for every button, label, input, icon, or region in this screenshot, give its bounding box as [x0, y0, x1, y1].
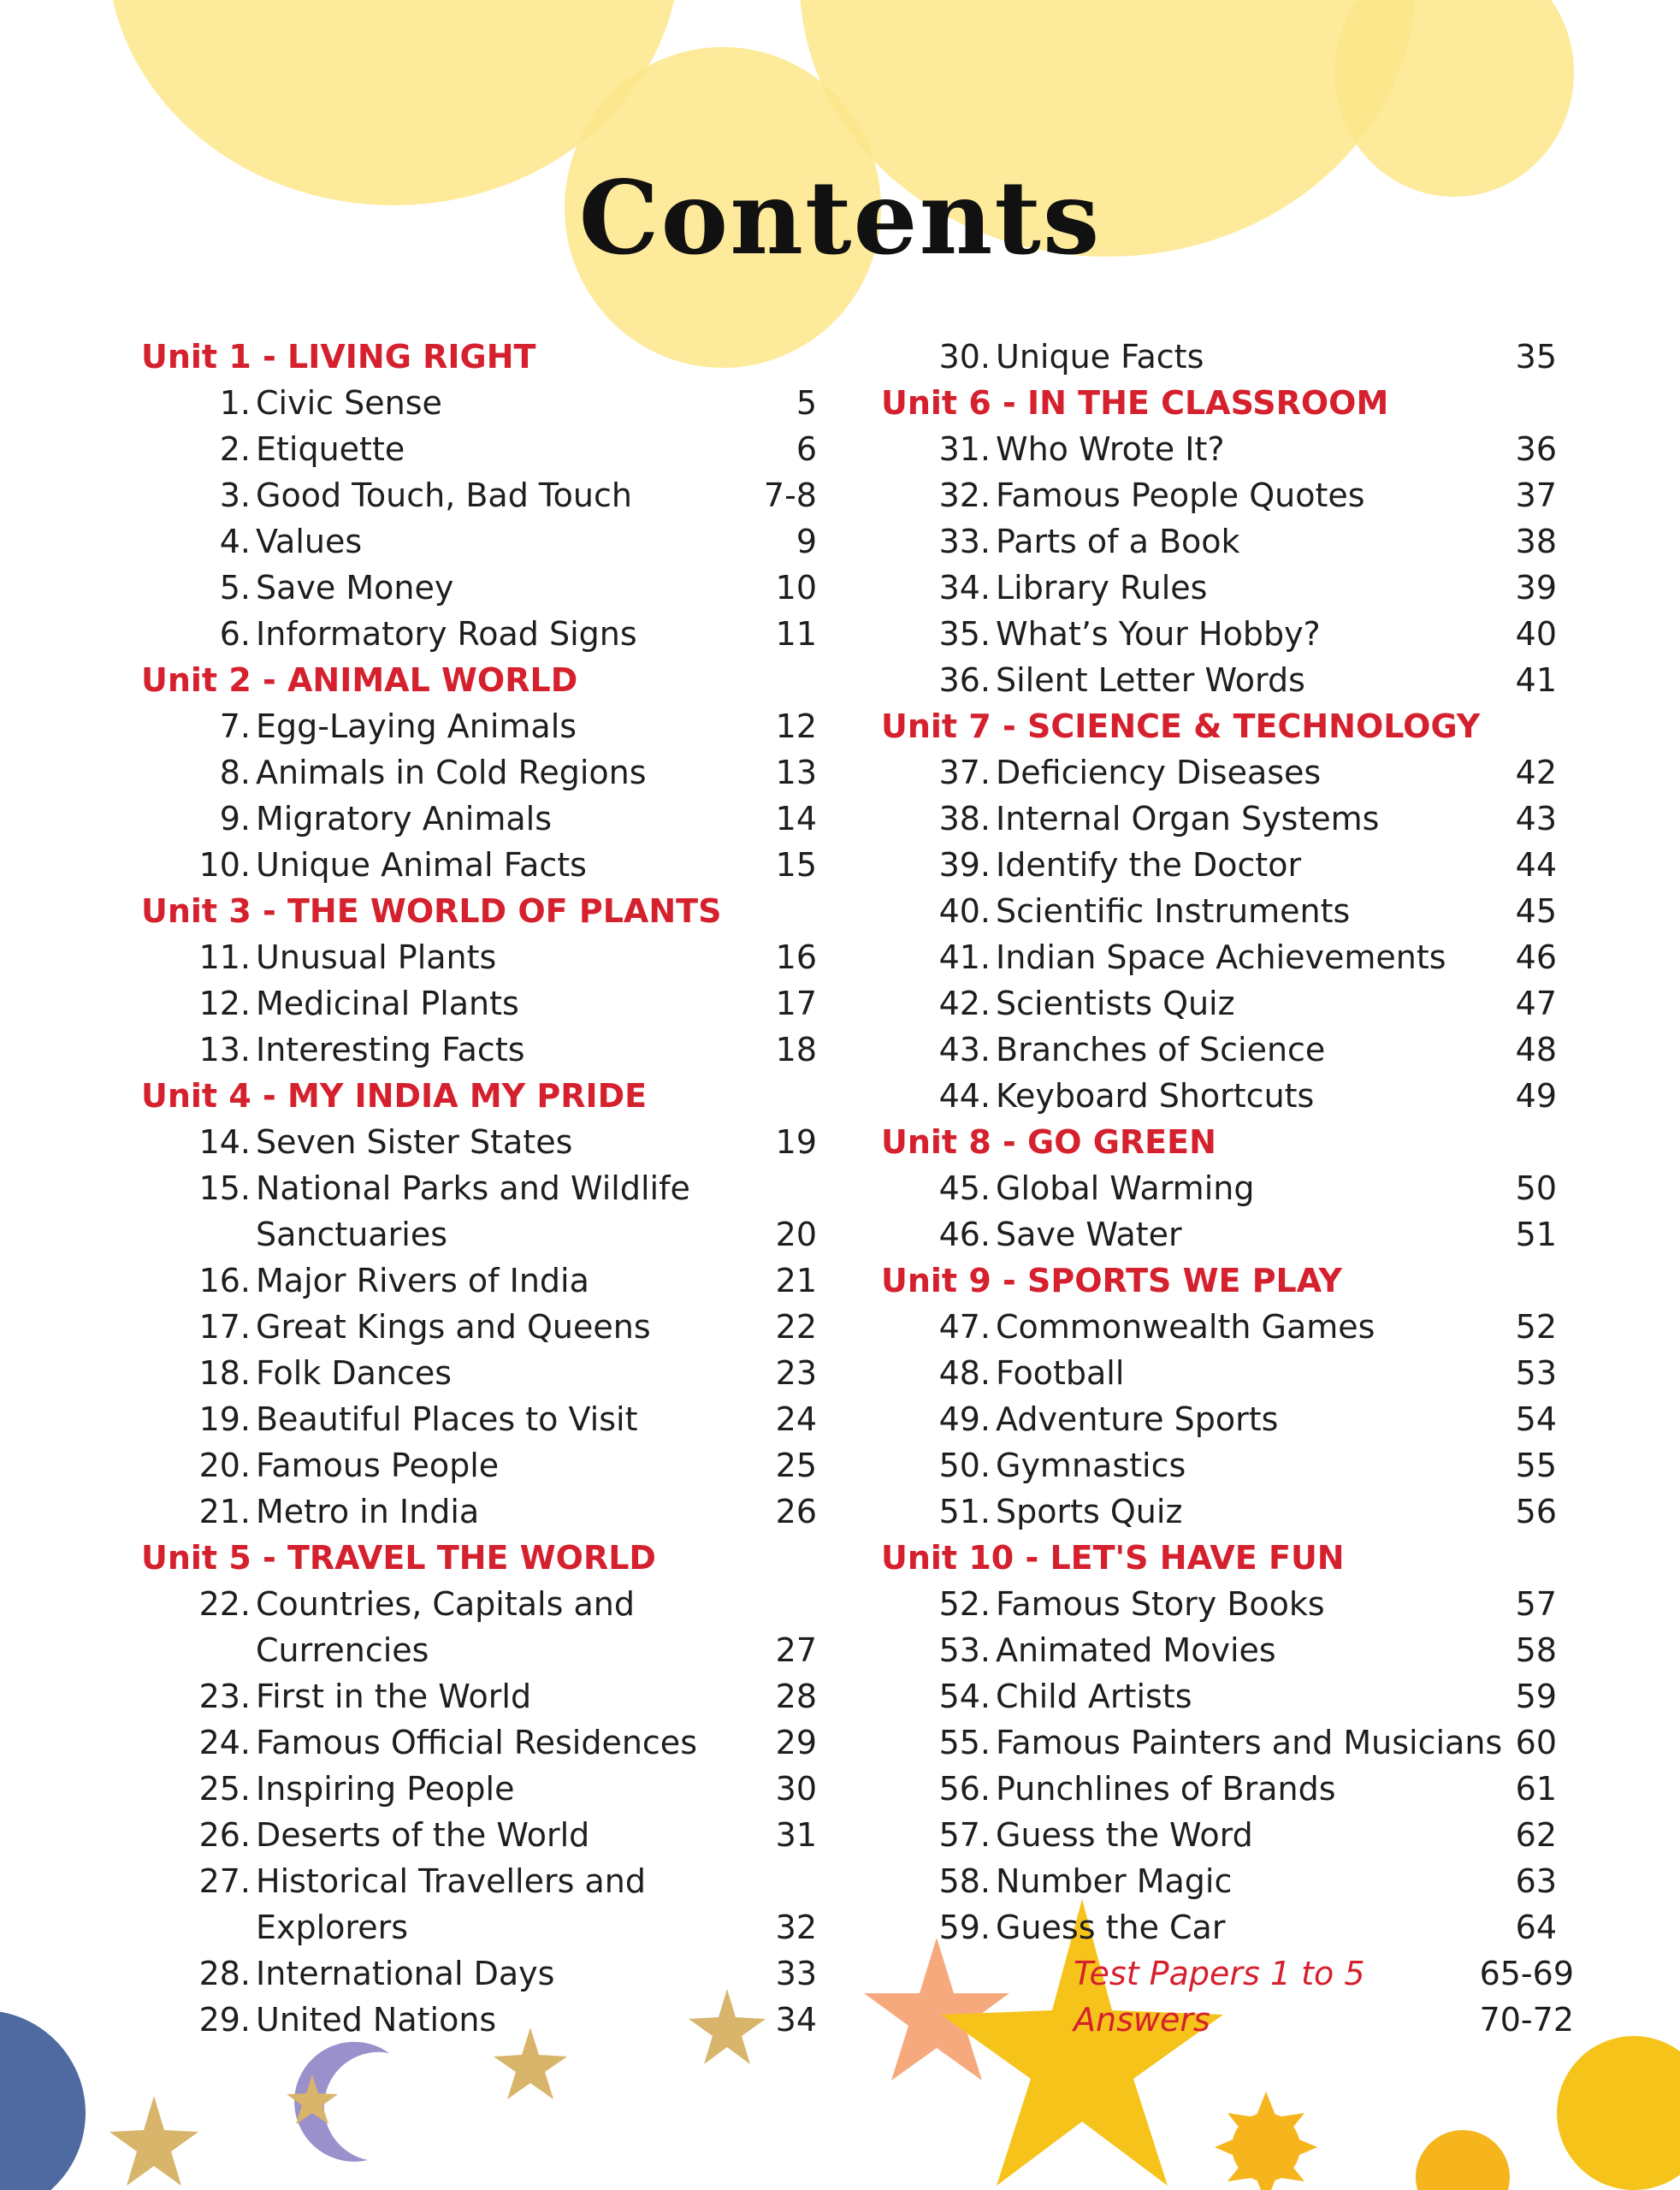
entry-page: 40: [1515, 615, 1557, 653]
entry-number: 40.: [938, 892, 991, 930]
entry-number: 29.: [198, 2001, 251, 2039]
toc-entry: [141, 1997, 817, 2043]
entry-title: National Parks and Wildlife: [256, 1169, 690, 1207]
entry-number: 59.: [938, 1909, 991, 1946]
entry-number: 57.: [938, 1816, 991, 1854]
entry-number: 24.: [198, 1724, 251, 1761]
entry-page: 29: [775, 1724, 817, 1761]
entry-number: 41.: [938, 938, 991, 976]
entry-page: 11: [775, 615, 817, 653]
unit-heading: Unit 4 - MY INDIA MY PRIDE: [141, 1077, 648, 1115]
entry-page: 57: [1515, 1585, 1557, 1623]
toc-entry: [881, 565, 1557, 611]
entry-page: 62: [1515, 1816, 1557, 1854]
entry-title: Famous Official Residences: [256, 1724, 697, 1761]
entry-page: 61: [1515, 1770, 1557, 1808]
entry-title: Indian Space Achievements: [996, 938, 1446, 976]
entry-title: Guess the Car: [996, 1909, 1226, 1946]
entry-title: Unique Animal Facts: [256, 846, 587, 884]
entry-number: 17.: [198, 1308, 251, 1346]
entry-title: Currencies: [256, 1631, 429, 1669]
toc-entry: [141, 565, 817, 611]
entry-page: 58: [1515, 1631, 1557, 1669]
toc-entry: [141, 1211, 817, 1258]
entry-page: 16: [775, 938, 817, 976]
entry-number: 37.: [938, 754, 991, 791]
entry-number: 46.: [938, 1216, 991, 1253]
entry-number: 15.: [198, 1169, 251, 1207]
entry-title: Animals in Cold Regions: [256, 754, 647, 791]
toc-entry: [881, 1766, 1557, 1812]
toc-entry: [141, 1489, 817, 1535]
entry-number: 4.: [219, 523, 251, 560]
toc-entry: [141, 1627, 817, 1673]
entry-number: 7.: [219, 707, 251, 745]
entry-page: 65-69: [1479, 1955, 1574, 1992]
toc-entry: [881, 749, 1557, 796]
entry-title: Global Warming: [996, 1169, 1255, 1207]
page-title: Contents: [578, 158, 1102, 277]
entry-page: 31: [775, 1816, 817, 1854]
entry-number: 1.: [219, 384, 251, 422]
entry-number: 49.: [938, 1400, 991, 1438]
toc-entry: [141, 1258, 817, 1304]
toc-entry: [141, 796, 817, 842]
toc-entry: [881, 1719, 1557, 1766]
entry-title: Keyboard Shortcuts: [996, 1077, 1315, 1115]
entry-number: 18.: [198, 1354, 251, 1392]
entry-title: Metro in India: [256, 1493, 480, 1530]
sun-icon: [1215, 2092, 1317, 2190]
star-icon: [109, 2096, 198, 2186]
entry-page: 59: [1515, 1678, 1557, 1715]
entry-page: 30: [775, 1770, 817, 1808]
entry-title: What’s Your Hobby?: [996, 615, 1321, 653]
entry-title: Interesting Facts: [256, 1031, 525, 1068]
entry-title: Save Water: [996, 1216, 1182, 1253]
entry-number: 11.: [198, 938, 251, 976]
entry-page: 10: [775, 569, 817, 607]
entry-page: 44: [1515, 846, 1557, 884]
toc-entry: [141, 518, 817, 565]
toc-entry: [881, 1904, 1557, 1950]
entry-number: 43.: [938, 1031, 991, 1068]
entry-number: 34.: [938, 569, 991, 607]
entry-title: Informatory Road Signs: [256, 615, 637, 653]
entry-page: 70-72: [1479, 2001, 1574, 2039]
entry-title: Unique Facts: [996, 338, 1204, 376]
entry-title: Save Money: [256, 569, 454, 607]
entry-page: 47: [1515, 985, 1557, 1022]
entry-title: Silent Letter Words: [996, 661, 1305, 699]
toc-entry: [881, 1858, 1557, 1904]
unit-heading: Unit 10 - LET'S HAVE FUN: [881, 1539, 1345, 1577]
entry-page: 12: [775, 707, 817, 745]
entry-page: 53: [1515, 1354, 1557, 1392]
entry-page: 13: [775, 754, 817, 791]
toc-column-left: [141, 334, 817, 2043]
entry-page: 33: [775, 1955, 817, 1992]
toc-entry: [141, 1350, 817, 1396]
entry-page: 21: [775, 1262, 817, 1299]
entry-number: 53.: [938, 1631, 991, 1669]
toc-entry: [881, 1581, 1557, 1627]
toc-entry: [141, 1304, 817, 1350]
entry-title: Scientific Instruments: [996, 892, 1351, 930]
entry-title: Values: [256, 523, 363, 560]
entry-page: 46: [1515, 938, 1557, 976]
toc-entry: [881, 888, 1557, 934]
entry-page: 48: [1515, 1031, 1557, 1068]
entry-title: Number Magic: [996, 1862, 1233, 1900]
entry-title: Great Kings and Queens: [256, 1308, 651, 1346]
entry-title: Etiquette: [256, 430, 405, 468]
entry-page: 50: [1515, 1169, 1557, 1207]
entry-number: 2.: [219, 430, 251, 468]
entry-title: Sports Quiz: [996, 1493, 1183, 1530]
entry-number: 42.: [938, 985, 991, 1022]
entry-page: 56: [1515, 1493, 1557, 1530]
entry-number: 51.: [938, 1493, 991, 1530]
entry-title: Child Artists: [996, 1678, 1192, 1715]
entry-title: Explorers: [256, 1909, 409, 1946]
toc-entry: [141, 426, 817, 472]
sun-icon: [1416, 2130, 1510, 2190]
unit-heading: Unit 1 - LIVING RIGHT: [141, 338, 536, 376]
toc-entry: [881, 1812, 1557, 1858]
entry-title: Who Wrote It?: [996, 430, 1225, 468]
entry-title: Deserts of the World: [256, 1816, 590, 1854]
entry-title: Migratory Animals: [256, 800, 553, 838]
toc-entry: [881, 1165, 1557, 1211]
entry-title: Good Touch, Bad Touch: [256, 476, 632, 514]
entry-page: 39: [1515, 569, 1557, 607]
entry-number: 27.: [198, 1862, 251, 1900]
entry-title: Major Rivers of India: [256, 1262, 589, 1299]
toc-entry: [141, 749, 817, 796]
entry-title: Gymnastics: [996, 1447, 1186, 1484]
entry-title: Inspiring People: [256, 1770, 515, 1808]
entry-title: Scientists Quiz: [996, 985, 1235, 1022]
unit-heading: Unit 5 - TRAVEL THE WORLD: [141, 1539, 656, 1577]
entry-page: 6: [796, 430, 817, 468]
entry-title: Civic Sense: [256, 384, 442, 422]
toc-entry: [881, 657, 1557, 703]
entry-title: Famous Painters and Musicians: [996, 1724, 1503, 1761]
entry-page: 60: [1515, 1724, 1557, 1761]
entry-number: 50.: [938, 1447, 991, 1484]
toc-entry: [141, 1442, 817, 1489]
entry-title: Sanctuaries: [256, 1216, 448, 1253]
toc-entry: [141, 1950, 817, 1997]
entry-title: Guess the Word: [996, 1816, 1253, 1854]
entry-title: Egg-Laying Animals: [256, 707, 577, 745]
toc-entry: [141, 934, 817, 980]
toc-entry: [141, 1766, 817, 1812]
unit-heading: Unit 7 - SCIENCE & TECHNOLOGY: [881, 707, 1481, 745]
toc-entry: [881, 1627, 1557, 1673]
toc-entry: [881, 1673, 1557, 1719]
toc-entry: [881, 1442, 1557, 1489]
toc-entry: [141, 1165, 817, 1211]
entry-number: 19.: [198, 1400, 251, 1438]
entry-page: 27: [775, 1631, 817, 1669]
entry-page: 37: [1515, 476, 1557, 514]
toc-entry: [881, 1211, 1557, 1258]
entry-page: 28: [775, 1678, 817, 1715]
entry-title: First in the World: [256, 1678, 532, 1715]
entry-number: 36.: [938, 661, 991, 699]
entry-number: 12.: [198, 985, 251, 1022]
toc-entry: [881, 980, 1557, 1027]
entry-number: 45.: [938, 1169, 991, 1207]
toc-entry: [881, 934, 1557, 980]
entry-title: Countries, Capitals and: [256, 1585, 635, 1623]
entry-title: Famous People Quotes: [996, 476, 1365, 514]
entry-number: 21.: [198, 1493, 251, 1530]
toc-entry: [141, 842, 817, 888]
toc-entry: [881, 611, 1557, 657]
entry-number: 38.: [938, 800, 991, 838]
toc-entry: [141, 1581, 817, 1627]
entry-page: 38: [1515, 523, 1557, 560]
unit-heading: Unit 6 - IN THE CLASSROOM: [881, 384, 1389, 422]
entry-title: Branches of Science: [996, 1031, 1326, 1068]
entry-page: 19: [775, 1123, 817, 1161]
entry-title: Adventure Sports: [996, 1400, 1279, 1438]
entry-number: 8.: [219, 754, 251, 791]
toc-entry: [881, 1350, 1557, 1396]
toc-entry: [141, 472, 817, 518]
entry-title: Parts of a Book: [996, 523, 1240, 560]
entry-title: Answers: [1074, 2001, 1210, 2039]
entry-number: 58.: [938, 1862, 991, 1900]
sun-icon: [1557, 2036, 1680, 2190]
entry-page: 9: [796, 523, 817, 560]
toc-entry: [141, 1858, 817, 1904]
toc-entry: [881, 1073, 1557, 1119]
entry-title: Test Papers 1 to 5: [1074, 1955, 1365, 1992]
entry-number: 20.: [198, 1447, 251, 1484]
unit-heading: Unit 9 - SPORTS WE PLAY: [881, 1262, 1343, 1299]
entry-number: 39.: [938, 846, 991, 884]
entry-page: 52: [1515, 1308, 1557, 1346]
entry-number: 55.: [938, 1724, 991, 1761]
toc-entry: [141, 980, 817, 1027]
entry-number: 54.: [938, 1678, 991, 1715]
entry-title: Beautiful Places to Visit: [256, 1400, 638, 1438]
entry-title: Football: [996, 1354, 1125, 1392]
toc-entry: [881, 1027, 1557, 1073]
toc-entry: [881, 472, 1557, 518]
entry-title: Deficiency Diseases: [996, 754, 1322, 791]
entry-page: 14: [775, 800, 817, 838]
entry-title: Identify the Doctor: [996, 846, 1302, 884]
entry-title: Seven Sister States: [256, 1123, 573, 1161]
entry-page: 55: [1515, 1447, 1557, 1484]
entry-number: 3.: [219, 476, 251, 514]
entry-title: Famous People: [256, 1447, 500, 1484]
unit-heading: Unit 3 - THE WORLD OF PLANTS: [141, 892, 722, 930]
entry-page: 34: [775, 2001, 817, 2039]
entry-number: 5.: [219, 569, 251, 607]
entry-number: 25.: [198, 1770, 251, 1808]
entry-number: 16.: [198, 1262, 251, 1299]
entry-title: Folk Dances: [256, 1354, 453, 1392]
entry-page: 51: [1515, 1216, 1557, 1253]
toc-entry: [141, 1812, 817, 1858]
toc-entry: [141, 1719, 817, 1766]
toc-entry: [141, 703, 817, 749]
toc-extra-entry: [881, 1950, 1574, 1997]
entry-number: 44.: [938, 1077, 991, 1115]
entry-number: 22.: [198, 1585, 251, 1623]
toc-entry: [141, 1396, 817, 1442]
entry-number: 10.: [198, 846, 251, 884]
toc-entry: [881, 1396, 1557, 1442]
entry-page: 43: [1515, 800, 1557, 838]
entry-title: Historical Travellers and: [256, 1862, 646, 1900]
entry-title: Animated Movies: [996, 1631, 1276, 1669]
entry-title: United Nations: [256, 2001, 497, 2039]
entry-title: Punchlines of Brands: [996, 1770, 1336, 1808]
entry-number: 56.: [938, 1770, 991, 1808]
entry-page: 49: [1515, 1077, 1557, 1115]
entry-page: 24: [775, 1400, 817, 1438]
entry-number: 31.: [938, 430, 991, 468]
entry-page: 20: [775, 1216, 817, 1253]
entry-number: 32.: [938, 476, 991, 514]
toc-entry: [141, 611, 817, 657]
entry-number: 52.: [938, 1585, 991, 1623]
planet-icon: [0, 2010, 86, 2190]
entry-number: 6.: [219, 615, 251, 653]
entry-page: 22: [775, 1308, 817, 1346]
toc-entry: [881, 1489, 1557, 1535]
entry-number: 13.: [198, 1031, 251, 1068]
toc-entry: [881, 518, 1557, 565]
entry-number: 48.: [938, 1354, 991, 1392]
entry-title: Unusual Plants: [256, 938, 497, 976]
entry-number: 30.: [938, 338, 991, 376]
toc-entry: [881, 426, 1557, 472]
entry-page: 18: [775, 1031, 817, 1068]
toc-entry: [141, 1673, 817, 1719]
toc-entry: [881, 796, 1557, 842]
entry-page: 54: [1515, 1400, 1557, 1438]
entry-page: 35: [1515, 338, 1557, 376]
entry-page: 23: [775, 1354, 817, 1392]
entry-title: Commonwealth Games: [996, 1308, 1375, 1346]
toc-entry: [881, 1304, 1557, 1350]
entry-title: Famous Story Books: [996, 1585, 1325, 1623]
entry-number: 26.: [198, 1816, 251, 1854]
toc-entry: [141, 380, 817, 426]
entry-title: Medicinal Plants: [256, 985, 519, 1022]
entry-number: 35.: [938, 615, 991, 653]
unit-heading: Unit 8 - GO GREEN: [881, 1123, 1216, 1161]
toc-entry: [141, 1027, 817, 1073]
entry-page: 45: [1515, 892, 1557, 930]
entry-page: 32: [775, 1909, 817, 1946]
toc-entry: [881, 842, 1557, 888]
toc-entry: [141, 1904, 817, 1950]
entry-number: 28.: [198, 1955, 251, 1992]
entry-page: 25: [775, 1447, 817, 1484]
entry-number: 33.: [938, 523, 991, 560]
entry-page: 15: [775, 846, 817, 884]
entry-number: 47.: [938, 1308, 991, 1346]
entry-page: 42: [1515, 754, 1557, 791]
entry-page: 17: [775, 985, 817, 1022]
entry-page: 36: [1515, 430, 1557, 468]
entry-title: Internal Organ Systems: [996, 800, 1380, 838]
entry-page: 64: [1515, 1909, 1557, 1946]
entry-page: 26: [775, 1493, 817, 1530]
entry-title: International Days: [256, 1955, 555, 1992]
toc-entry: [881, 334, 1557, 380]
entry-number: 14.: [198, 1123, 251, 1161]
entry-title: Library Rules: [996, 569, 1208, 607]
entry-number: 23.: [198, 1678, 251, 1715]
entry-number: 9.: [219, 800, 251, 838]
entry-page: 41: [1515, 661, 1557, 699]
toc-extra-entry: [881, 1997, 1574, 2043]
entry-page: 63: [1515, 1862, 1557, 1900]
toc-column-right: [881, 334, 1574, 2043]
entry-page: 5: [796, 384, 817, 422]
toc-entry: [141, 1119, 817, 1165]
entry-page: 7-8: [763, 476, 817, 514]
unit-heading: Unit 2 - ANIMAL WORLD: [141, 661, 578, 699]
